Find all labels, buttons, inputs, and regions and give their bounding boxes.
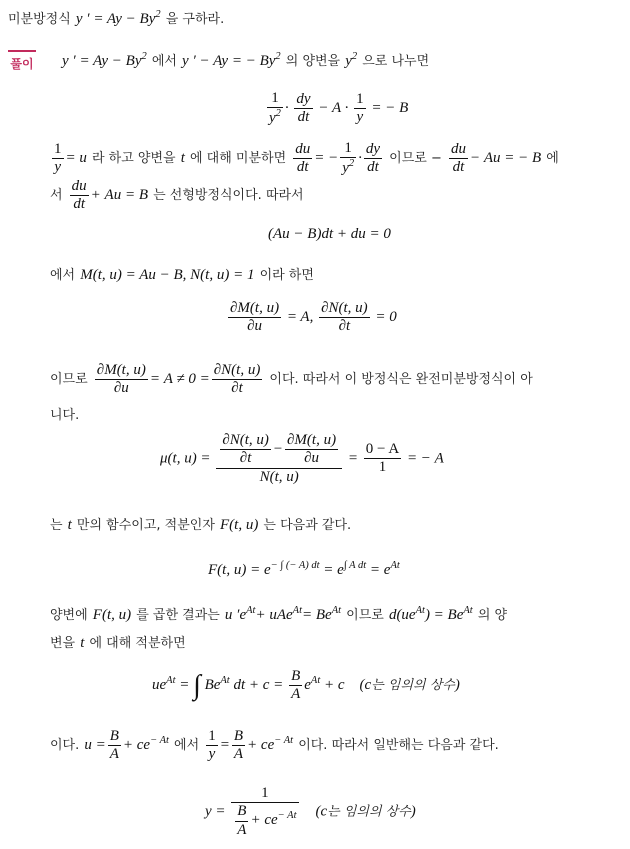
equation-3: $\frac{\partial M(t, u)}{\partial u}$ = A, $\frac{\partial N(t, u)}{\partial t}$ = 0 — [230, 300, 397, 335]
solution-line-5: 이므로 $\frac{\partial M(t, u)}{\partial u}$ = A ≠ 0 = $\frac{\partial N(t, u)}{\partial t}$ 이다. 따라서 이 방정식은 완전미분방정식이 아 — [50, 362, 533, 397]
equation-1: $\frac{1}{y^2}$ · $\frac{dy}{dt}$ − A · $\frac{1}{y}$ = − B — [269, 90, 409, 127]
equation-6: $ue^{At}$ = ∫ $Be^{At}$ dt + c = $\frac{B}{A}$ $e^{At} + c$ (c는 임의의 상수) — [152, 668, 460, 703]
solution-line-4: 에서 M(t, u) = Au − B, N(t, u) = 1 이라 하면 — [50, 267, 314, 283]
equation-4: μ(t, u) = $\frac{\partial N(t, u)}{\partial t}$ − $\frac{\partial M(t, u)}{\partial u}$ N(t, u) = $\frac{0 - A}{1}$ = − A — [160, 432, 444, 485]
solution-line-3: 서 $\frac{du}{dt}$ + Au = B 는 선형방정식이다. 따라서 — [50, 178, 304, 213]
equation-2: (Au − B)dt + du = 0 — [268, 226, 391, 242]
solution-line-9: 변을 t 에 대해 적분하면 — [50, 635, 186, 651]
solution-line-10: 이다. u = $\frac{B}{A}$ + $ce^{- At}$ 에서 $\frac{1}{y}$ = $\frac{B}{A}$ + $ce^{- At}$ 이다. 따라서 일반해는 다음과 같다. — [50, 728, 499, 763]
equation-5: F(t, $u) = e^{- \int (- A) dt} = e^{\int A dt} = e^{At}$ — [208, 560, 400, 578]
solution-line-6: 니다. — [50, 408, 80, 423]
equation-7: y = 1 $\frac{B}{A}$ + $ce^{- At}$ (c는 임의의 상수) — [205, 785, 416, 838]
solution-line-8: 양변에 F(t, u) 를 곱한 결과는 u $'e^{At}+ uAe^{At}= Be^{At}$ 이므로 $d(ue^{At}) = Be^{At}$ 의 양 — [50, 605, 508, 623]
solution-line-1: y ′ = $Ay - By^2$ 에서 y ′ − Ay = − $By^2$ 의 양변을 $y^2$ 으로 나누면 — [62, 51, 430, 69]
solution-line-7: 는 t 만의 함수이고, 적분인자 F(t, u) 는 다음과 같다. — [50, 517, 352, 533]
solution-line-2: $\frac{1}{y}$ = u 라 하고 양변을 t 에 대해 미분하면 $\frac{du}{dt}$ = − $\frac{1}{y^2}$ · $\frac{dy}{dt}$ 이므로 − $\frac{du}{dt}$ − Au = − B 에 — [54, 140, 559, 177]
solution-label: 풀이 — [8, 50, 36, 72]
problem-statement: 미분방정식 y ′ = $Ay - By^2$ 을 구하라. — [8, 9, 225, 27]
